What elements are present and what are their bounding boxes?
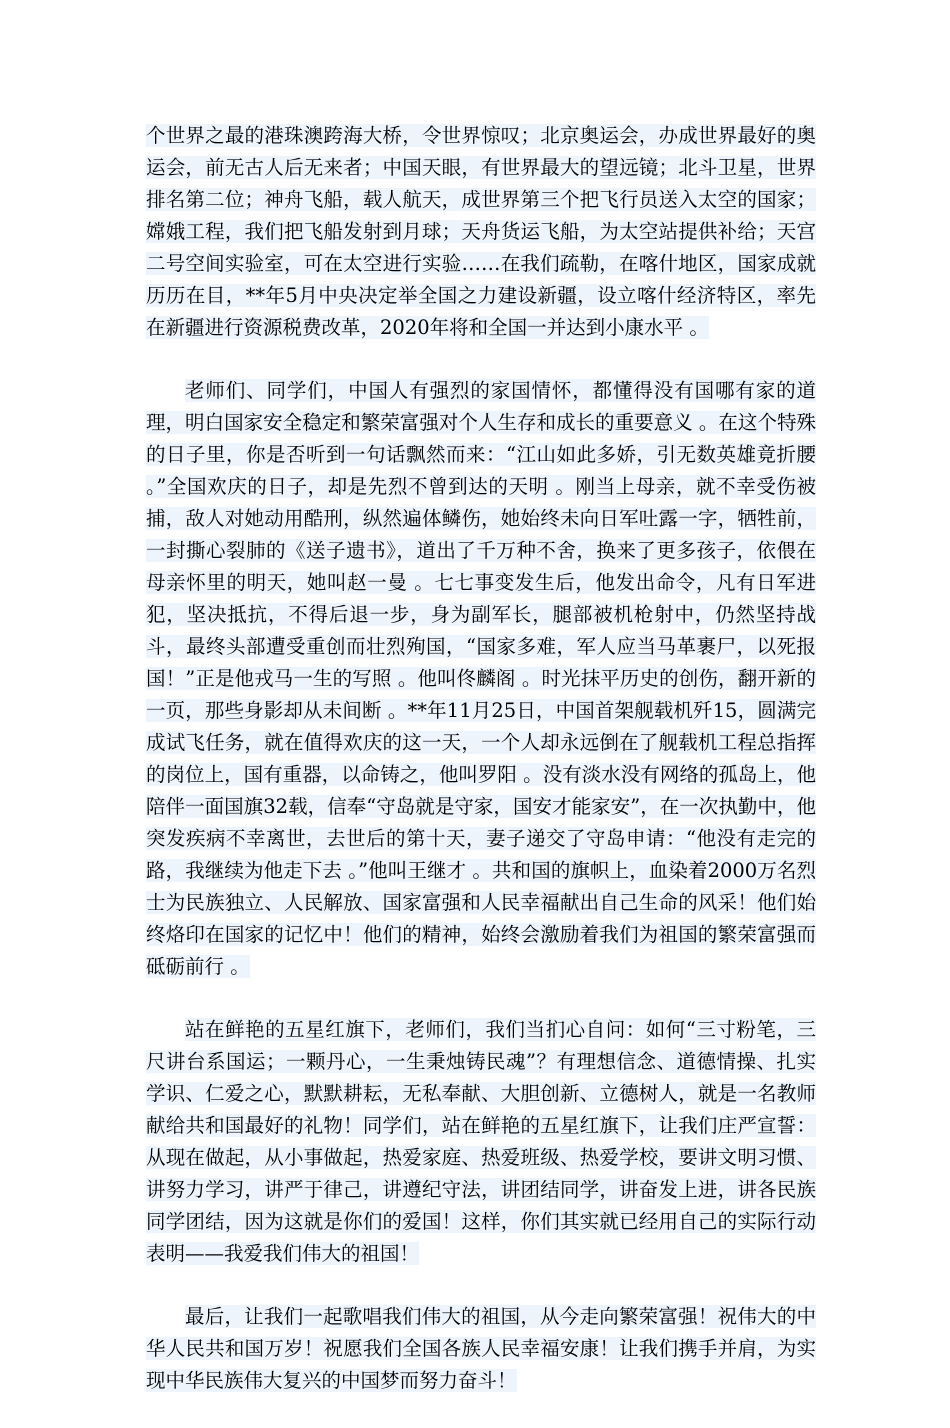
paragraph-closing-text: 最后，让我们一起歌唱我们伟大的祖国，从今走向繁荣富强！祝伟大的中华人民共和国万岁！祝愿我们全国各族人民幸福安康！让我们携手并肩，为实现中华民族伟大复兴的中国梦而努力奋斗！ <box>146 1305 816 1392</box>
paragraph-pledge <box>146 1014 816 1270</box>
paragraph-pledge-text: 站在鲜艳的五星红旗下，老师们，我们当扪心自问：如何“三寸粉笔，三尺讲台系国运；一颗丹心，一生秉烛铸民魂”？有理想信念、道德情操、扎实学识、仁爱之心，默默耕耘，无私奉献、大胆创新、立德树人，就是一名教师献给共和国最好的礼物！同学们，站在鲜艳的五星红旗下，让我们庄严宣誓：从现在做起，从小事做起，热爱家庭、热爱班级、热爱学校，要讲文明习惯、讲努力学习，讲严于律己，讲遵纪守法，讲团结同学，讲奋发上进，讲各民族同学团结，因为这就是你们的爱国！这样，你们其实就已经用自己的实际行动表明——我爱我们伟大的祖国！ <box>146 1018 816 1265</box>
paragraph-heroes-text: 老师们、同学们，中国人有强烈的家国情怀，都懂得没有国哪有家的道理，明白国家安全稳定和繁荣富强对个人生存和成长的重要意义 。在这个特殊的日子里，你是否听到一句话飘然而来：“江山如此多娇，引无数英雄竟折腰 。”全国欢庆的日子，却是先烈不曾到达的天明 。刚当上母亲，就不幸受伤被捕，敌人对她动用酷刑，纵然遍体鳞伤，她始终未向日军吐露一字，牺牲前，一封撕心裂肺的《送子遗书》，道出了千万种不舍，换来了更多孩子，依偎在母亲怀里的明天，她叫赵一曼 。七七事变发生后，他发出命令，凡有日军进犯，坚决抵抗，不得后退一步，身为副军长，腿部被机枪射中，仍然坚持战斗，最终头部遭受重创而壮烈殉国，“国家多难，军人应当马革裹尸，以死报国！”正是他戎马一生的写照 。他叫佟麟阁 。时光抹平历史的创伤，翻开新的一页，那些身影却从未间断 。**年11月25日，中国首架舰载机歼15，圆满完成试飞任务，就在值得欢庆的这一天，一个人却永远倒在了舰载机工程总指挥的岗位上，国有重器，以命铸之，他叫罗阳 。没有淡水没有网络的孤岛上，他陪伴一面国旗32载，信奉“守岛就是守家，国安才能家安”，在一次执勤中，他突发疾病不幸离世，去世后的第十天，妻子递交了守岛申请：“他没有走完的路，我继续为他走下去 。”他叫王继才 。共和国的旗帜上，血染着2000万名烈士为民族独立、人民解放、国家富强和人民幸福献出自己生命的风采！他们始终烙印在国家的记忆中！他们的精神，始终会激励着我们为祖国的繁荣富强而砥砺前行 。 <box>146 379 816 978</box>
paragraph-closing <box>146 1301 816 1397</box>
document-body <box>146 120 816 1428</box>
paragraph-achievements-text: 个世界之最的港珠澳跨海大桥，令世界惊叹；北京奥运会，办成世界最好的奥运会，前无古人后无来者；中国天眼，有世界最大的望远镜；北斗卫星，世界排名第二位；神舟飞船，载人航天，成世界第三个把飞行员送入太空的国家；嫦娥工程，我们把飞船发射到月球；天舟货运飞船，为太空站提供补给；天宫二号空间实验室，可在太空进行实验……在我们疏勒，在喀什地区，国家成就历历在目，**年5月中央决定举全国之力建设新疆，设立喀什经济特区，率先在新疆进行资源税费改革，2020年将和全国一并达到小康水平 。 <box>146 124 816 339</box>
paragraph-heroes <box>146 375 816 983</box>
paragraph-achievements <box>146 120 816 344</box>
